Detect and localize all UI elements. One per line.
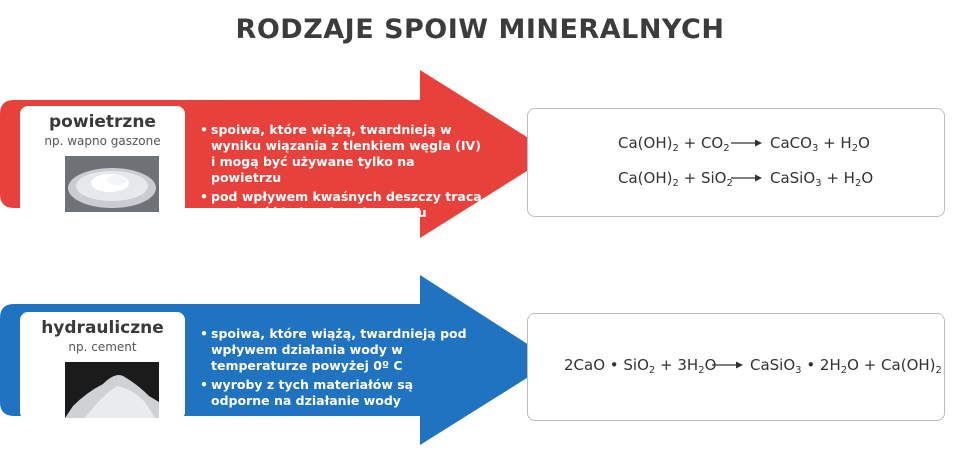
reaction-arrow-icon (712, 360, 744, 370)
hydraulic-reaction-box (527, 313, 945, 421)
list-item: • pod wpływem kwaśnych deszczy tracą spoistość i ulegają zniszczeniu (200, 189, 482, 220)
air-reactions-box (527, 108, 945, 217)
reaction-sio2-right: CaSiO$_3$ + $H_2O$ (770, 169, 874, 189)
air-binder-card (20, 106, 185, 214)
reaction-cement (528, 356, 944, 376)
hydraulic-fact-1: spoiwa, które wiążą, twardnieją pod wpływem działania wody w temperaturze powyżej 0º C (211, 326, 467, 373)
hydraulic-binder-facts (200, 326, 470, 412)
hydraulic-fact-2: wyroby z tych materiałów są odporne na działanie wody (211, 377, 414, 408)
reaction-sio2-left: $Ca(OH)_2 + SiO_2$ (618, 169, 733, 189)
air-binder-example: np. wapno gaszone (44, 134, 161, 148)
reaction-arrow-icon (731, 173, 763, 183)
reaction-co2-left: $Ca(OH)_2 + CO_2$ (618, 134, 730, 154)
air-fact-1: spoiwa, które wiążą, twardnieją w wyniku wiązania z tlenkiem węgla (IV) i mogą być używane tylko na powietrzu (211, 122, 481, 185)
reaction-co2 (528, 134, 944, 154)
hydraulic-binder-example: np. cement (68, 340, 137, 354)
reaction-arrow-icon (731, 138, 763, 148)
reaction-co2-right: CaCO$_3$ + $H_2O$ (770, 134, 870, 154)
list-item: • spoiwa, które wiążą, twardnieją pod wpływem działania wody w temperaturze powyżej 0º C (200, 326, 467, 373)
reaction-sio2 (528, 169, 944, 189)
list-item: • spoiwa, które wiążą, twardnieją w wyniku wiązania z tlenkiem węgla (IV) i mogą być używane tylko na powietrzu (200, 122, 481, 185)
page-title: RODZAJE SPOIW MINERALNYCH (235, 14, 725, 45)
air-binder-facts (200, 122, 485, 224)
slaked-lime-photo (65, 156, 159, 212)
air-binder-name: powietrzne (49, 112, 156, 132)
air-fact-2: pod wpływem kwaśnych deszczy tracą spoistość i ulegają zniszczeniu (211, 189, 482, 220)
list-item: • wyroby z tych materiałów są odporne na działanie wody (200, 377, 414, 408)
reaction-cement-left: 2CaO • $SiO_2 + 3H_2O$ (564, 356, 717, 376)
reaction-cement-right: CaSiO$_3$ • $2H_2O + Ca(OH)_2$ (750, 356, 942, 376)
cement-photo (65, 362, 159, 418)
hydraulic-binder-card (20, 312, 185, 420)
hydraulic-binder-name: hydrauliczne (41, 318, 164, 338)
